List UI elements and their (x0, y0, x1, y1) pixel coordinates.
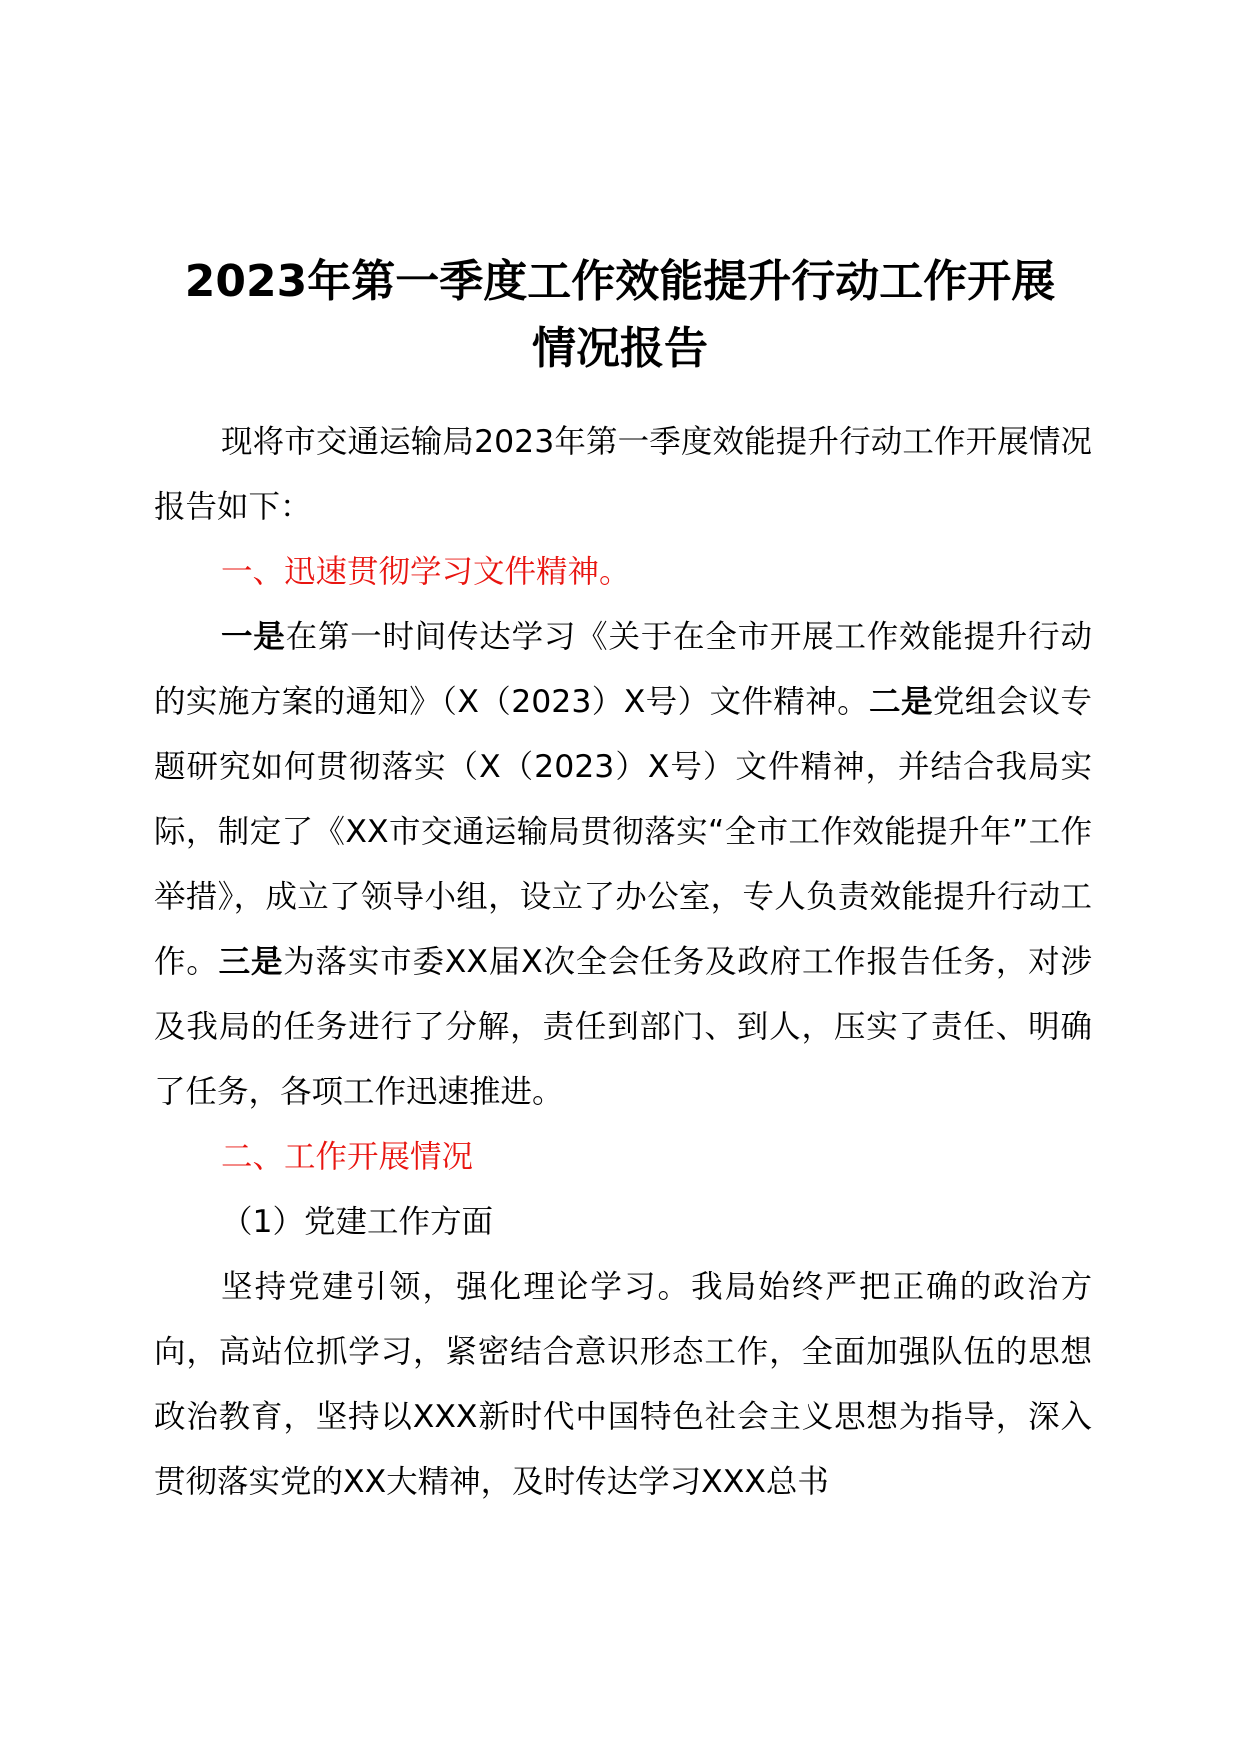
point-3-lead: 三是 (218, 944, 284, 980)
subsection-1-paragraph: 坚持党建引领，强化理论学习。我局始终严把正确的政治方向，高站位抓学习，紧密结合意识形态工作，全面加强队伍的思想政治教育，坚持以XXX新时代中国特色社会主义思想为指导，深入贯彻落实党的XX大精神，及时传达学习XXX总书 (154, 1269, 1092, 1500)
subsection-1-heading: （1）党建工作方面 (221, 1204, 494, 1240)
point-2-text: 党组会议专题研究如何贯彻落实（X（2023）X号）文件精神，并结合我局实际，制定了《XX市交通运输局贯彻落实“全市工作效能提升年”工作举措》，成立了领导小组，设立了办公室，专人负责效能提升行动工作。 (154, 684, 1092, 980)
title-line-1: 2023年第一季度工作效能提升行动工作开展 (184, 256, 1056, 307)
point-3-text: 为落实市委XX届X次全会任务及政府工作报告任务，对涉及我局的任务进行了分解，责任到部门、到人，压实了责任、明确了任务，各项工作迅速推进。 (154, 944, 1092, 1110)
title-line-2: 情况报告 (532, 323, 708, 374)
intro-paragraph: 现将市交通运输局2023年第一季度效能提升行动工作开展情况报告如下： (154, 424, 1092, 525)
section-1-heading: 一、迅速贯彻学习文件精神。 (221, 554, 631, 590)
document-body (154, 410, 1092, 1515)
document-title (140, 248, 1100, 382)
point-1-lead: 一是 (221, 619, 286, 655)
point-1-text: 在第一时间传达学习《关于在全市开展工作效能提升行动的实施方案的通知》（X（2023）X号）文件精神。 (154, 619, 1092, 720)
section-1-paragraph (154, 605, 1092, 1125)
section-2-heading: 二、工作开展情况 (221, 1139, 474, 1175)
point-2-lead: 二是 (869, 684, 933, 720)
